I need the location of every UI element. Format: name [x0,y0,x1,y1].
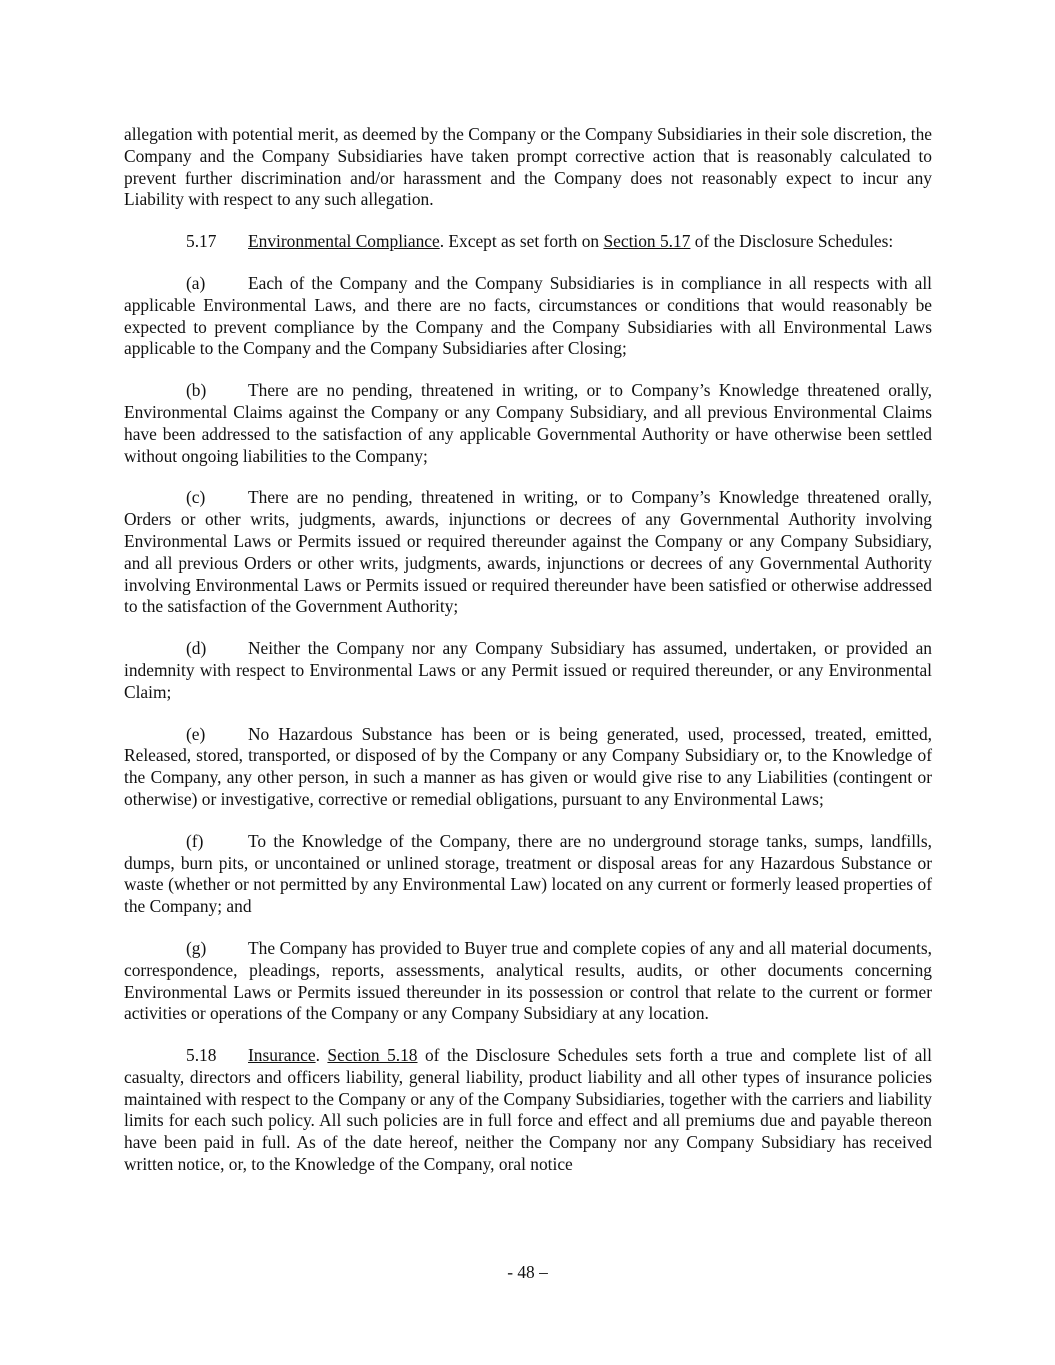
clause-label: (c) [186,487,206,508]
clause-label: (b) [186,380,207,401]
clause-e [124,724,932,811]
clause-text: There are no pending, threatened in writing, or to Company’s Knowledge threatened orally, Orders or other writs, judgments, awards, injunctions or decrees of any Governmental Authority involving Environmental Laws or Permits issued or required thereunder against the Company or any Company Subsidiary, and all previous Orders or other writs, judgments, awards, injunctions or decrees of any Governmental Authority involving Environmental Laws or Permits issued or required thereunder have been satisfied or otherwise addressed to the satisfaction of the Government Authority; [124,487,932,617]
document-page [124,124,932,1196]
clause-label: (f) [186,830,204,851]
section-reference: Section 5.18 [327,1045,418,1066]
clause-text: To the Knowledge of the Company, there are no underground storage tanks, sumps, landfills, dumps, burn pits, or uncontained or unlined storage, treatment or disposal areas for any Hazardous Substance or waste (whether or not permitted by any Environmental Law) located on any current or formerly leased properties of the Company; and [124,830,932,917]
clause-a [124,273,932,360]
clause-text: Neither the Company nor any Company Subsidiary has assumed, undertaken, or provided an indemnity with respect to Environmental Laws or any Permit issued or required thereunder, or any Environmental Claim; [124,638,932,702]
clause-b [124,380,932,467]
clause-f [124,831,932,918]
clause-c [124,487,932,618]
section-number: 5.18 [186,1045,217,1066]
intro-paragraph: allegation with potential merit, as deemed by the Company or the Company Subsidiaries in their sole discretion, the Company and the Company Subsidiaries have taken prompt corrective action that is reasonably calculated to prevent further discrimination and/or harassment and the Company does not reasonably expect to incur any Liability with respect to any such allegation. [124,124,932,210]
section-heading: Environmental Compliance [248,231,440,252]
section-5-18: 5.18 Insurance. Section 5.18 of the Disclosure Schedules sets forth a true and complete list of all casualty, directors and officers liability, general liability, product liability and all other types of insurance policies maintained with respect to the Company or any of the Company Subsidiaries, together with the carriers and liability limits for each such policy. All such policies are in full force and effect and all premiums due and payable thereon have been paid in full. As of the date hereof, neither the Company nor any Company Subsidiary has received written notice, or, to the Knowledge of the Company, oral notice [124,1045,932,1175]
clause-label: (a) [186,272,206,293]
page-number: - 48 – [507,1262,548,1282]
clause-label: (d) [186,638,207,659]
clause-text: The Company has provided to Buyer true and complete copies of any and all material documents, correspondence, pleadings, reports, assessments, analytical results, audits, or other documents concerning Environmental Laws or Permits issued thereunder in its possession or control that relate to the current or former activities or operations of the Company or any Company Subsidiary at any location. [124,937,932,1024]
clause-text: No Hazardous Substance has been or is being generated, used, processed, treated, emitted, Released, stored, transported, or disposed of by the Company or any Company Subsidiary or, to the Knowledge of the Company, any other person, in such a manner as has given or would give rise to any Liabilities (contingent or otherwise) or investigative, corrective or remedial obligations, pursuant to any Environmental Laws; [124,723,932,809]
section-number: 5.17 [186,231,217,252]
section-5-17: 5.17 Environmental Compliance. Except as set forth on Section 5.17 of the Disclosure Schedules: [186,231,894,252]
clause-text: Each of the Company and the Company Subsidiaries is in compliance in all respects with all applicable Environmental Laws, and there are no facts, circumstances or conditions that would reasonably be expected to prevent compliance by the Company and the Company Subsidiaries with all Environmental Laws applicable to the Company and the Company Subsidiaries after Closing; [124,272,932,359]
section-reference: Section 5.17 [603,231,691,252]
section-heading: Insurance [248,1045,316,1066]
clause-d [124,638,932,703]
clause-text: There are no pending, threatened in writing, or to Company’s Knowledge threatened orally, Environmental Claims against the Company or any Company Subsidiary, and all previous Environmental Claims have been addressed to the satisfaction of any applicable Governmental Authority or have otherwise been settled without ongoing liabilities to the Company; [124,380,932,466]
clause-label: (e) [186,723,206,744]
clause-g [124,938,932,1025]
clause-label: (g) [186,937,207,958]
